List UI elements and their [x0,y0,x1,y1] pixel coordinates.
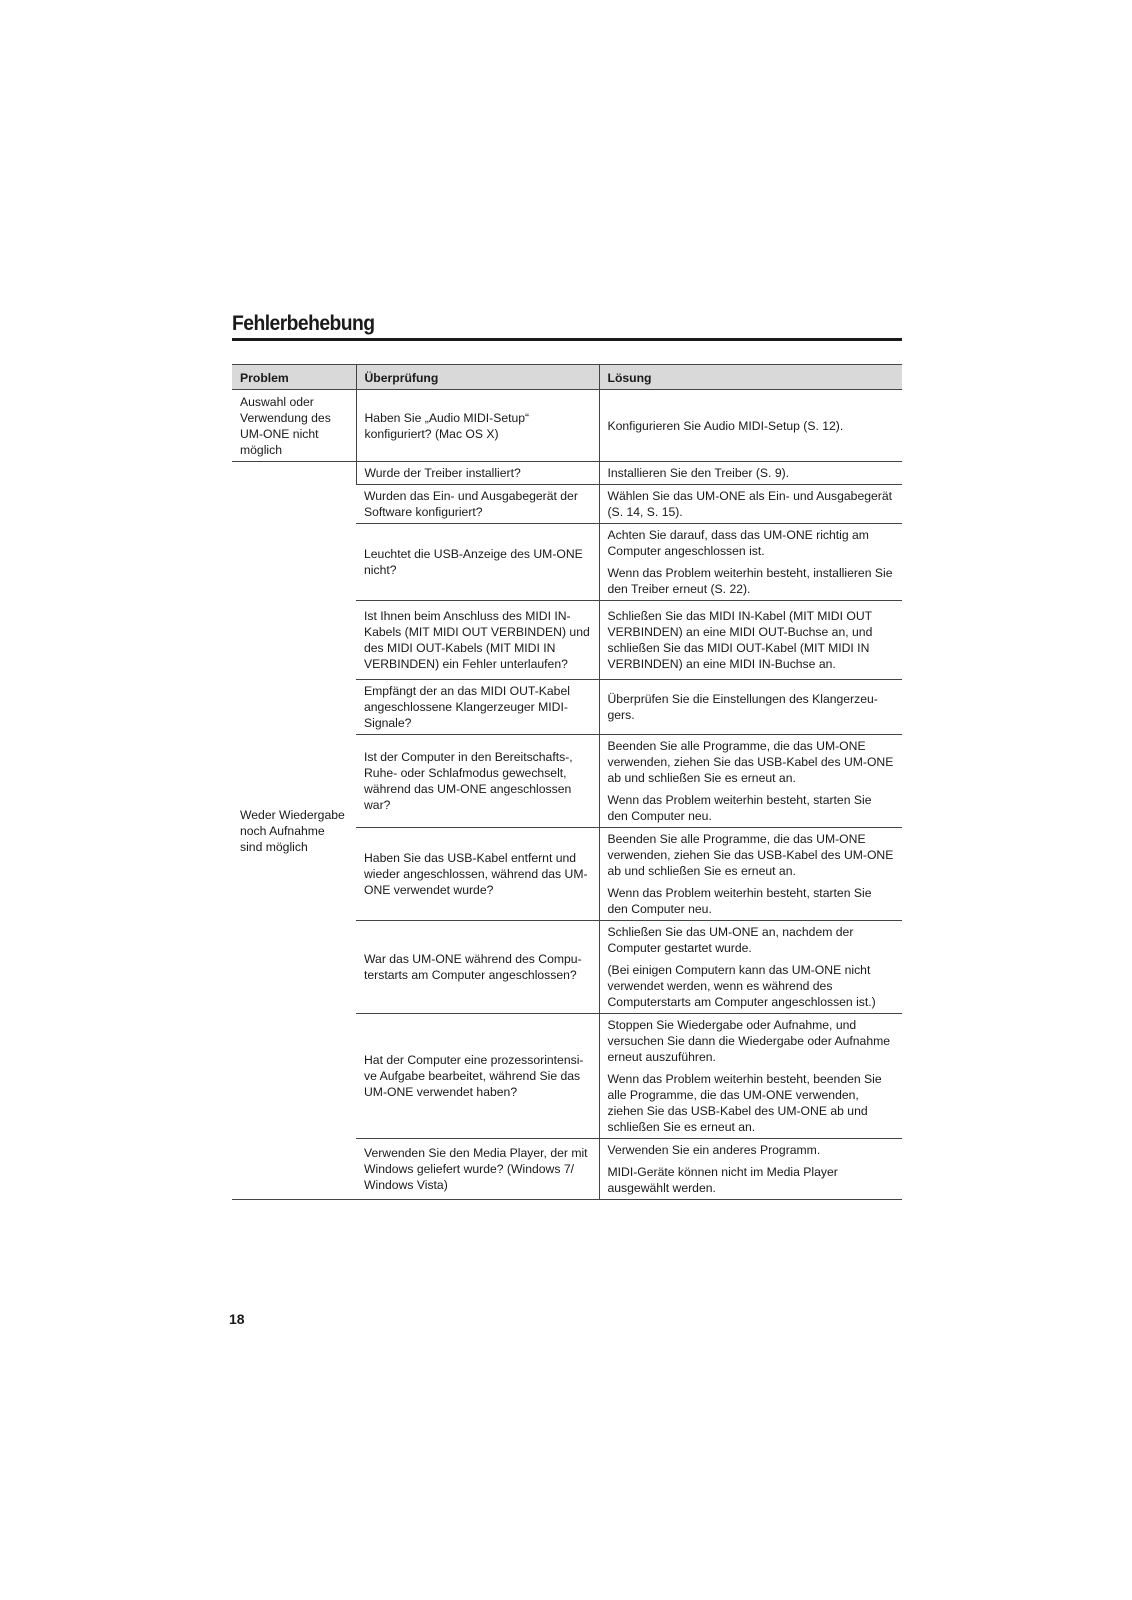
solution-cell [599,680,902,735]
check-cell: Empfängt der an das MIDI OUT-Kabel angeschlossene Klangerzeuger MIDI-Signale? [356,680,599,735]
solution-text: Wenn das Problem weiterhin besteht, starten Sie den Computer neu. [607,793,872,823]
check-cell: Wurde der Treiber installiert? [356,462,599,485]
header-problem: Problem [232,365,356,390]
table-row [232,390,902,462]
table-header-row [232,365,902,390]
solution-cell [599,1139,902,1200]
problem-cell: Auswahl oder Verwendung des UM-ONE nicht möglich [232,390,356,462]
page-title: Fehlerbehebung [232,312,375,335]
check-cell: Haben Sie „Audio MIDI-Setup“ konfiguriert? (Mac OS X) [356,390,599,462]
solution-text: Schließen Sie das UM-ONE an, nachdem der Computer gestartet wurde. [607,925,854,955]
solution-text: (Bei einigen Computern kann das UM-ONE nicht verwendet werden, wenn es während des Computerstarts am Computer angeschlossen ist.) [607,963,876,1009]
solution-cell [599,828,902,921]
solution-text: Schließen Sie das MIDI IN-Kabel (MIT MIDI OUT VERBINDEN) an eine MIDI OUT-Buchse an, und schließen Sie das MIDI OUT-Kabel (MIT MIDI IN VERBINDEN) an eine MIDI IN-Buchse an. [607,609,873,671]
solution-cell [599,524,902,601]
solution-text: MIDI-Geräte können nicht im Media Player ausgewählt werden. [607,1165,838,1195]
solution-text: Achten Sie darauf, dass das UM-ONE richtig am Computer angeschlossen ist. [607,528,869,558]
problem-cell: Weder Wiedergabe noch Aufnahme sind möglich [232,462,356,1200]
table-row [232,462,902,485]
solution-text: Wenn das Problem weiterhin besteht, installieren Sie den Treiber erneut (S. 22). [607,566,893,596]
solution-cell [599,462,902,485]
solution-cell [599,1014,902,1139]
solution-text: Beenden Sie alle Programme, die das UM-ONE verwenden, ziehen Sie das USB-Kabel des UM-ONE ab und schließen Sie es erneut an. [607,832,894,878]
check-cell: Wurden das Ein- und Ausgabegerät der Software konfiguriert? [356,485,599,524]
solution-text: Stoppen Sie Wiedergabe oder Aufnahme, und versuchen Sie dann die Wiedergabe oder Aufnahme erneut auszuführen. [607,1018,891,1064]
solution-cell [599,601,902,680]
solution-text: Überprüfen Sie die Einstellungen des Klangerzeu-gers. [607,692,878,722]
solution-text: Wenn das Problem weiterhin besteht, beenden Sie alle Programme, die das UM-ONE verwenden, ziehen Sie das USB-Kabel des UM-ONE ab und schließen Sie es erneut an. [607,1072,882,1134]
solution-cell [599,735,902,828]
solution-cell [599,921,902,1014]
check-cell: Leuchtet die USB-Anzeige des UM-ONE nicht? [356,524,599,601]
solution-text: Verwenden Sie ein anderes Programm. [607,1143,821,1157]
page-number: 18 [229,1311,245,1327]
solution-text: Wählen Sie das UM-ONE als Ein- und Ausgabegerät (S. 14, S. 15). [607,489,893,519]
check-cell: Haben Sie das USB-Kabel entfernt und wieder angeschlossen, während das UM-ONE verwendet wurde? [356,828,599,921]
solution-text: Konfigurieren Sie Audio MIDI-Setup (S. 12). [607,418,844,433]
check-cell: Ist der Computer in den Bereitschafts-, Ruhe- oder Schlafmodus gewechselt, während das UM-ONE angeschlossen war? [356,735,599,828]
solution-text: Wenn das Problem weiterhin besteht, starten Sie den Computer neu. [607,886,872,916]
solution-text: Installieren Sie den Treiber (S. 9). [607,466,790,480]
header-check: Überprüfung [356,365,599,390]
solution-cell [599,485,902,524]
header-solution: Lösung [599,365,902,390]
solution-text: Beenden Sie alle Programme, die das UM-ONE verwenden, ziehen Sie das USB-Kabel des UM-ONE ab und schließen Sie es erneut an. [607,739,894,785]
title-rule [232,338,902,341]
check-cell: War das UM-ONE während des Compu-terstarts am Computer angeschlossen? [356,921,599,1014]
check-cell: Verwenden Sie den Media Player, der mit Windows geliefert wurde? (Windows 7/ Windows Vista) [356,1139,599,1200]
check-cell: Hat der Computer eine prozessorintensi-ve Aufgabe bearbeitet, während Sie das UM-ONE verwendet haben? [356,1014,599,1139]
solution-cell [599,390,902,462]
troubleshooting-table [232,364,902,1200]
check-cell: Ist Ihnen beim Anschluss des MIDI IN-Kabels (MIT MIDI OUT VERBINDEN) und des MIDI OUT-Kabels (MIT MIDI IN VERBINDEN) ein Fehler unterlaufen? [356,601,599,680]
